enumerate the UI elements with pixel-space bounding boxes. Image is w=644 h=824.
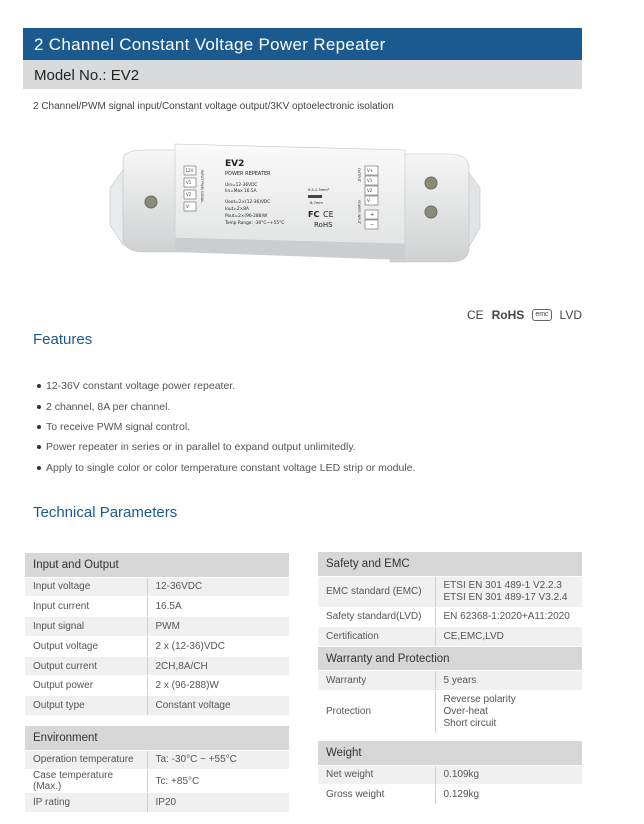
- output-terminal-vplus: V+: [367, 168, 374, 173]
- safety-title: Safety and EMC: [318, 552, 582, 576]
- features-heading: Features: [33, 331, 93, 348]
- lvd-mark: LVD: [559, 308, 582, 322]
- label-type: POWER REPEATER: [225, 171, 271, 177]
- bullet-icon: [37, 384, 41, 388]
- bullet-icon: [37, 405, 41, 409]
- environment-table: [25, 726, 289, 813]
- table-row: Safety standard(LVD) EN 62368-1:2020+A11:2020: [318, 607, 582, 627]
- input-side-label: INPUT PWM SIGNAL: [200, 170, 204, 204]
- input-terminal-v2: V2: [186, 192, 192, 197]
- label-model: EV2: [225, 159, 245, 169]
- list-item: To receive PWM signal control.: [37, 417, 415, 437]
- features-list: [37, 376, 415, 478]
- table-row: Input signal PWM: [25, 617, 289, 637]
- technical-heading: Technical Parameters: [33, 504, 178, 521]
- output-side-label: OUTPUT: [357, 168, 361, 182]
- output-terminal-v2: V2: [367, 188, 373, 193]
- ce-mark: CE: [466, 308, 484, 322]
- bullet-icon: [37, 466, 41, 470]
- svg-text:+: +: [370, 212, 375, 218]
- label-spec-uin: Uin=12-36VDC: [225, 183, 258, 188]
- model-number: Model No.: EV2: [23, 60, 582, 89]
- input-terminal-vminus: V-: [186, 204, 190, 209]
- document-title: 2 Channel Constant Voltage Power Repeater: [23, 28, 582, 60]
- input-output-table: [25, 553, 289, 716]
- label-strip-note: 6-7mm: [310, 201, 323, 205]
- bullet-icon: [37, 425, 41, 429]
- label-spec-iout: Iout=2×8A: [225, 207, 249, 212]
- input-output-title: Input and Output: [25, 553, 289, 577]
- warranty-title: Warranty and Protection: [318, 647, 582, 671]
- table-row: Output power 2 x (96-288)W: [25, 676, 289, 696]
- label-spec-temp: Temp Range: -30°C~+55°C: [225, 221, 285, 226]
- input-terminal-v1: V1: [186, 180, 192, 185]
- table-row: Input voltage 12-36VDC: [25, 577, 289, 597]
- label-rohs-mark: RoHS: [314, 221, 333, 229]
- label-spec-pout: Pout=2×(96-288)W: [225, 214, 268, 219]
- rohs-mark: RoHS: [491, 308, 525, 322]
- output-terminal-vminus: V-: [367, 198, 371, 203]
- table-row: Net weight 0.109kg: [318, 765, 582, 785]
- table-row: Input current 16.5A: [25, 597, 289, 617]
- bullet-icon: [37, 445, 41, 449]
- environment-title: Environment: [25, 726, 289, 750]
- list-item: Apply to single color or color temperature constant voltage LED strip or module.: [37, 458, 415, 478]
- output-terminal-v1: V1: [367, 178, 373, 183]
- list-item: Power repeater in series or in parallel to expand output unlimitedly.: [37, 437, 415, 457]
- table-row: Operation temperature Ta: -30°C ~ +55°C: [25, 750, 289, 770]
- input-terminal-12v: 12V: [185, 168, 194, 173]
- table-row: Case temperature (Max.) Tc: +85°C: [25, 770, 289, 793]
- label-spec-uout: Uout=2×(12-36)VDC: [225, 200, 271, 205]
- table-row: Output current 2CH,8A/CH: [25, 656, 289, 676]
- weight-title: Weight: [318, 741, 582, 765]
- weight-table: [318, 741, 582, 805]
- power-side-label: POWER INPUT: [357, 200, 361, 224]
- safety-warranty-table: [318, 552, 582, 734]
- table-row: Certification CE,EMC,LVD: [318, 627, 582, 647]
- label-ce-mark: CE: [323, 210, 334, 219]
- table-row: IP rating IP20: [25, 793, 289, 813]
- certification-marks: [467, 308, 582, 322]
- table-row: Protection Reverse polarity Over-heat Short circuit: [318, 690, 582, 733]
- list-item: 12-36V constant voltage power repeater.: [37, 376, 415, 396]
- table-row: EMC standard (EMC) ETSI EN 301 489-1 V2.2.3 ETSI EN 301 489-17 V3.2.4: [318, 576, 582, 607]
- table-row: Output type Constant voltage: [25, 696, 289, 716]
- svg-text:−: −: [370, 222, 375, 228]
- label-fc-mark: FC: [308, 210, 320, 219]
- product-image: [105, 140, 485, 265]
- table-row: Gross weight 0.129kg: [318, 785, 582, 805]
- label-wire-note: 0.5-2.5mm²: [308, 188, 330, 192]
- table-row: Warranty 5 years: [318, 671, 582, 691]
- product-subtitle: 2 Channel/PWM signal input/Constant voltage output/3KV optoelectronic isolation: [33, 101, 394, 112]
- list-item: 2 channel, 8A per channel.: [37, 396, 415, 416]
- emc-mark: emc: [532, 309, 551, 321]
- label-spec-iin: Iin=Max 16.5A: [225, 189, 257, 194]
- table-row: Output voltage 2 x (12-36)VDC: [25, 636, 289, 656]
